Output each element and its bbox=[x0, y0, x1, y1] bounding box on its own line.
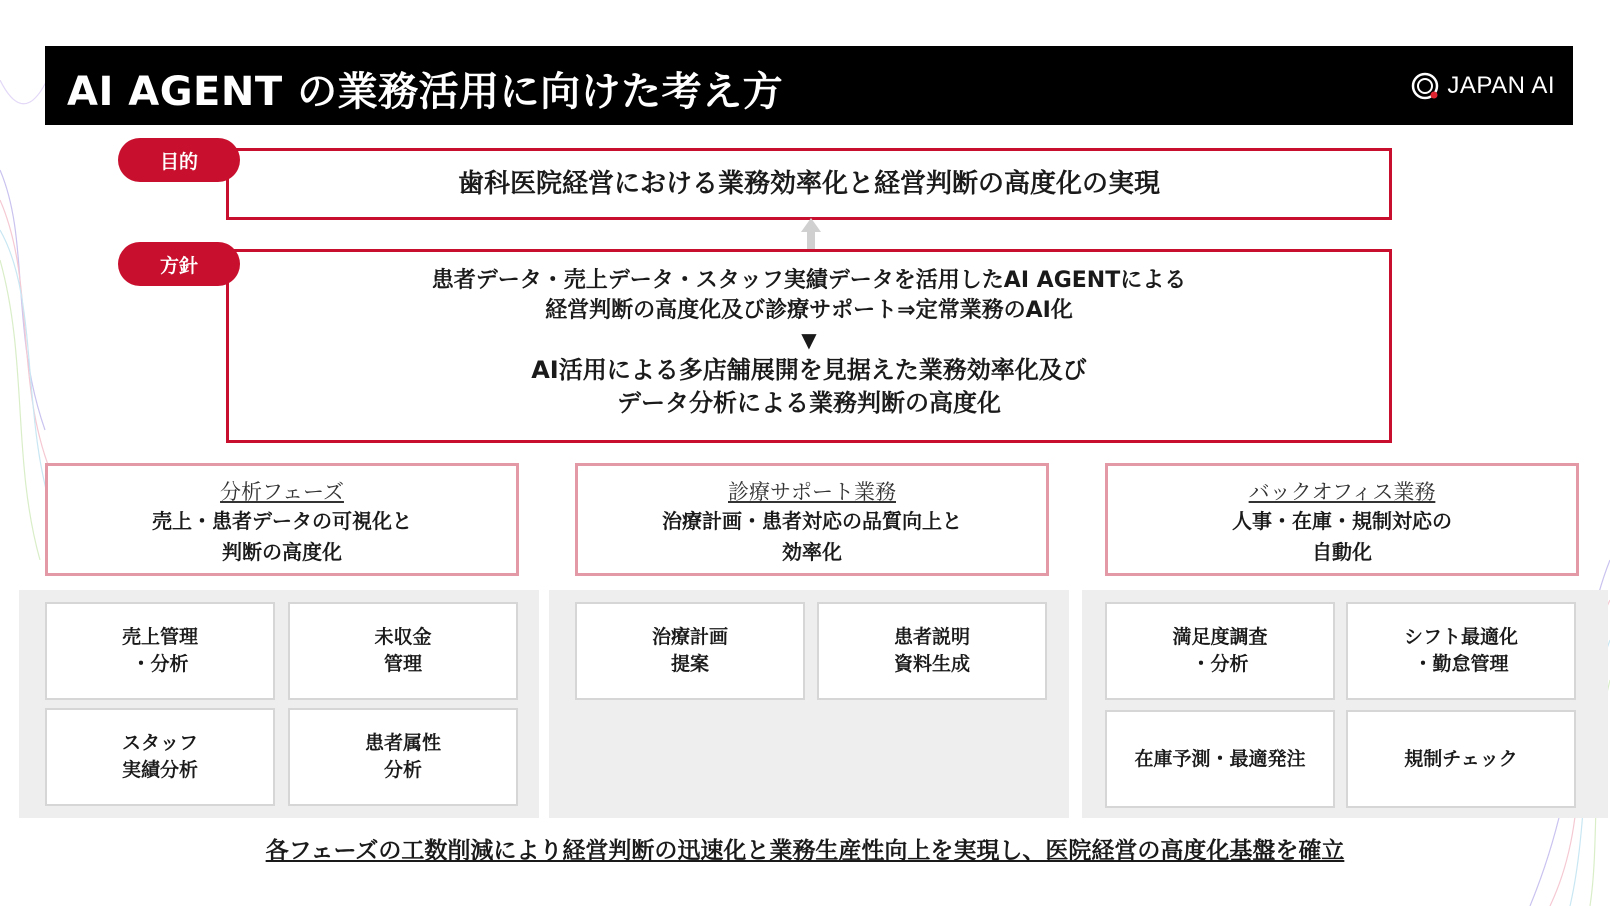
phase-desc-line-2: 自動化 bbox=[1312, 540, 1372, 564]
task-label: 満足度調査 ・分析 bbox=[1172, 626, 1268, 675]
logo-text: JAPAN AI bbox=[1447, 72, 1555, 99]
policy-label: 方針 bbox=[118, 242, 240, 286]
policy-line-2: 経営判断の高度化及び診療サポート⇒定常業務のAI化 bbox=[545, 298, 1073, 323]
phase-clinical-support bbox=[575, 463, 1049, 576]
goal-text: 歯科医院経営における業務効率化と経営判断の高度化の実現 bbox=[457, 169, 1160, 199]
task-card bbox=[45, 708, 275, 806]
task-label: スタッフ 実績分析 bbox=[121, 732, 198, 781]
task-label: 規制チェック bbox=[1404, 747, 1518, 770]
task-card bbox=[1105, 602, 1335, 700]
phase-title: バックオフィス業務 bbox=[1248, 480, 1436, 504]
task-card bbox=[1346, 710, 1576, 808]
task-card bbox=[1346, 602, 1576, 700]
task-card bbox=[575, 602, 805, 700]
phase-title: 診療サポート業務 bbox=[728, 480, 896, 504]
phase-desc-line-1: 治療計画・患者対応の品質向上と bbox=[662, 509, 962, 533]
task-label: 患者属性 分析 bbox=[364, 732, 441, 781]
phase-title: 分析フェーズ bbox=[220, 480, 344, 504]
policy-line-4: データ分析による業務判断の高度化 bbox=[617, 389, 1001, 417]
phase-desc-line-1: 人事・在庫・規制対応の bbox=[1232, 509, 1452, 533]
policy-line-1: 患者データ・売上データ・スタッフ実績データを活用したAI AGENTによる bbox=[431, 268, 1187, 293]
goal-label: 目的 bbox=[118, 138, 240, 182]
phase-back-office bbox=[1105, 463, 1579, 576]
task-card bbox=[288, 708, 518, 806]
goal-box bbox=[226, 148, 1392, 220]
page-title: AI AGENT の業務活用に向けた考え方 bbox=[67, 69, 784, 115]
task-label: 患者説明 資料生成 bbox=[893, 626, 970, 675]
up-arrow-icon bbox=[801, 218, 821, 252]
task-label: 未収金 管理 bbox=[374, 626, 432, 675]
task-label: 売上管理 ・分析 bbox=[121, 626, 198, 675]
header-bar bbox=[45, 46, 1573, 125]
task-label: 在庫予測・最適発注 bbox=[1134, 747, 1306, 770]
phase-desc-line-2: 効率化 bbox=[782, 540, 842, 564]
company-logo bbox=[1409, 70, 1555, 102]
task-card bbox=[288, 602, 518, 700]
footer-summary: 各フェーズの工数削減により経営判断の迅速化と業務生産性向上を実現し、医院経営の高度化基盤を確立 bbox=[265, 838, 1345, 864]
task-label: 治療計画 提案 bbox=[651, 626, 728, 675]
phase-desc-line-2: 判断の高度化 bbox=[222, 540, 342, 564]
policy-line-3: AI活用による多店舗展開を見据えた業務効率化及び bbox=[531, 356, 1087, 384]
logo-mark-icon bbox=[1409, 70, 1441, 102]
phase-analysis bbox=[45, 463, 519, 576]
down-triangle-icon: ▼ bbox=[801, 328, 817, 352]
task-card bbox=[1105, 710, 1335, 808]
policy-box bbox=[226, 249, 1392, 443]
task-card bbox=[817, 602, 1047, 700]
phase-desc-line-1: 売上・患者データの可視化と bbox=[152, 509, 412, 533]
task-card bbox=[45, 602, 275, 700]
task-label: シフト最適化 ・勤怠管理 bbox=[1403, 626, 1518, 675]
